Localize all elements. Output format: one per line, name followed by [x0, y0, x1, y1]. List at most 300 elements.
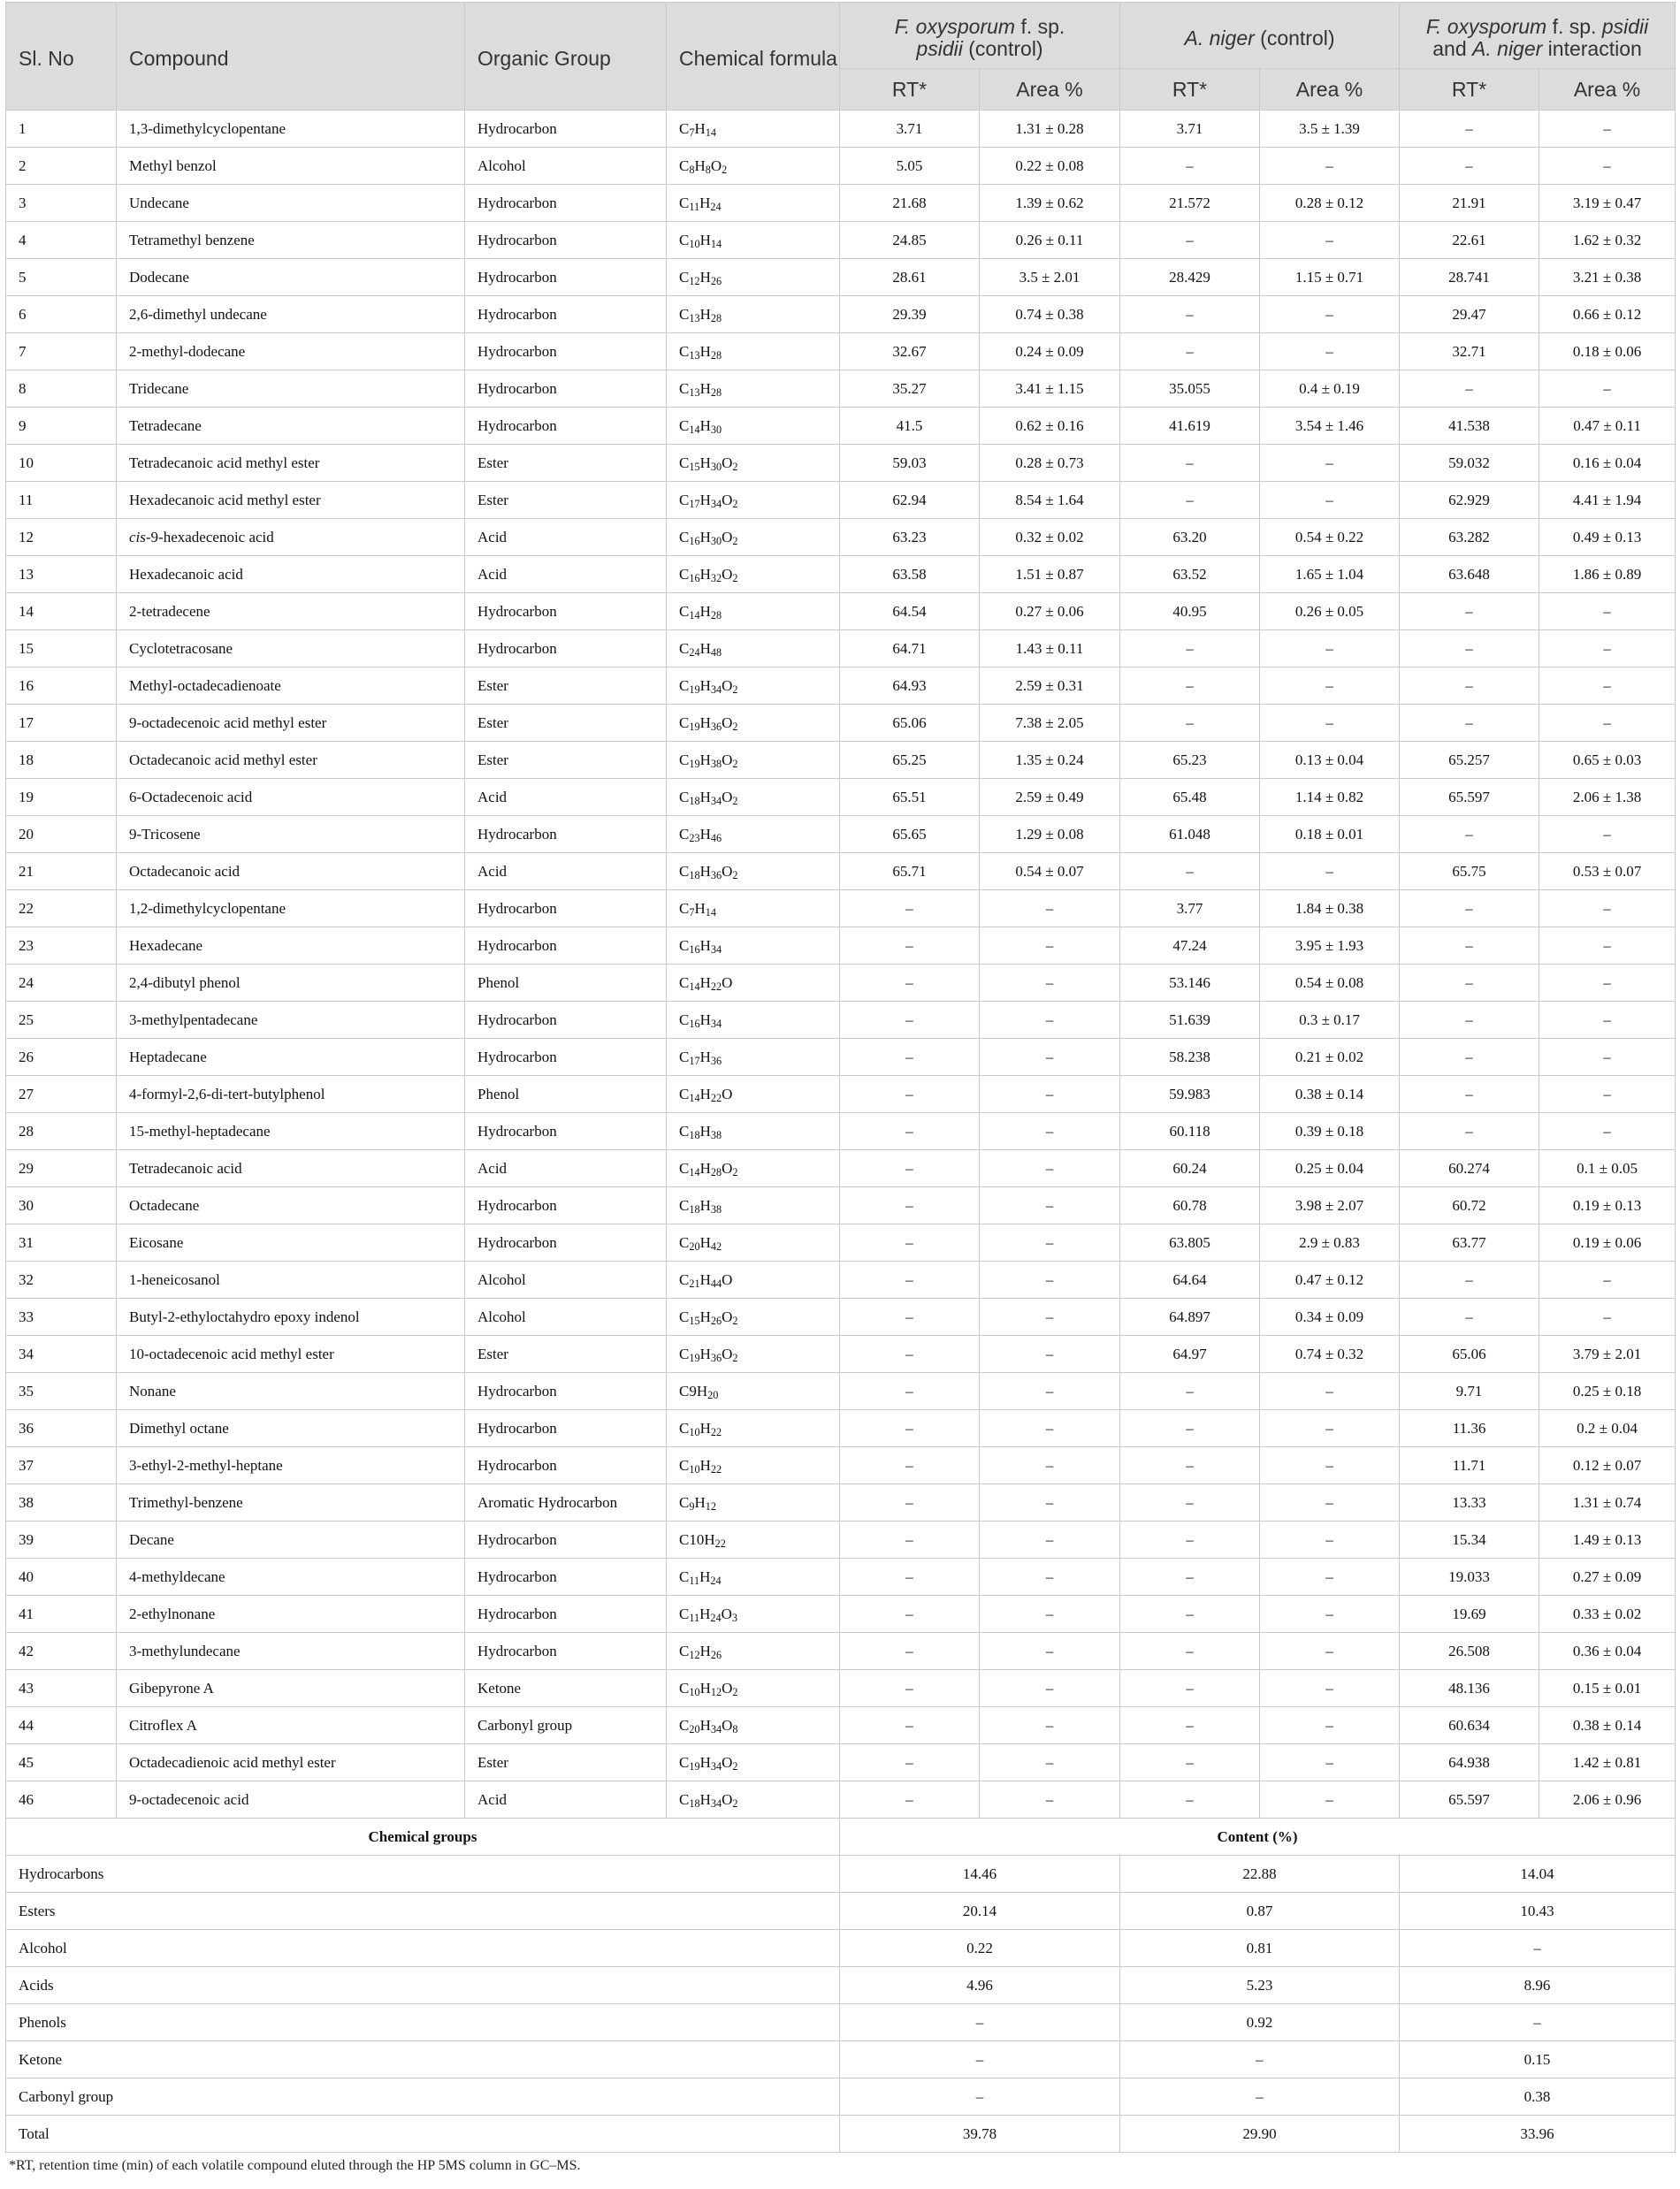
cell-organic-group: Acid — [465, 853, 667, 890]
group-name: Acids — [6, 1967, 840, 2004]
cell-an-rt: – — [1120, 853, 1260, 890]
cell-fo-area: – — [980, 927, 1120, 965]
cell-organic-group: Hydrocarbon — [465, 1559, 667, 1596]
group-row — [6, 2041, 1676, 2078]
cell-organic-group: Hydrocarbon — [465, 333, 667, 370]
group-content: – — [1120, 2041, 1400, 2078]
table-row — [6, 1484, 1676, 1522]
cell-formula: $C_{15}H_{30}O_2$ — [667, 445, 840, 482]
cell-sl-no: 29 — [6, 1150, 117, 1187]
cell-an-area: – — [1260, 1522, 1400, 1559]
cell-formula: $C_{18}H_{34}O_2$ — [667, 1781, 840, 1819]
cell-an-rt: 65.48 — [1120, 779, 1260, 816]
cell-fo-rt: 28.61 — [840, 259, 980, 296]
cell-sl-no: 9 — [6, 408, 117, 445]
cell-fo-rt: – — [840, 1373, 980, 1410]
cell-int-rt: – — [1400, 1113, 1539, 1150]
cell-fo-rt: – — [840, 1002, 980, 1039]
cell-sl-no: 30 — [6, 1187, 117, 1224]
cell-int-area: 2.06 ± 1.38 — [1539, 779, 1676, 816]
compound-rows — [6, 111, 1676, 1819]
table-row — [6, 1781, 1676, 1819]
cell-an-rt: – — [1120, 445, 1260, 482]
cell-compound: 1,2-dimethylcyclopentane — [117, 890, 465, 927]
cell-compound: Hexadecanoic acid — [117, 556, 465, 593]
cell-compound: Tetradecanoic acid — [117, 1150, 465, 1187]
cell-int-rt: 63.282 — [1400, 519, 1539, 556]
table-row — [6, 519, 1676, 556]
cell-fo-area: 3.5 ± 2.01 — [980, 259, 1120, 296]
cell-sl-no: 39 — [6, 1522, 117, 1559]
cell-compound: 6-Octadecenoic acid — [117, 779, 465, 816]
cell-compound: Hexadecanoic acid methyl ester — [117, 482, 465, 519]
table-row — [6, 816, 1676, 853]
cell-int-rt: 63.648 — [1400, 556, 1539, 593]
group-content: – — [840, 2004, 1120, 2041]
cell-formula: $C_7H_{14}$ — [667, 890, 840, 927]
cell-compound: Octadecanoic acid — [117, 853, 465, 890]
cell-int-rt: – — [1400, 927, 1539, 965]
cell-int-area: 3.19 ± 0.47 — [1539, 185, 1676, 222]
cell-an-area: 0.74 ± 0.32 — [1260, 1336, 1400, 1373]
cell-fo-rt: 32.67 — [840, 333, 980, 370]
cell-an-rt: – — [1120, 1373, 1260, 1410]
cell-int-area: – — [1539, 370, 1676, 408]
cell-formula: $C_{14}H_{30}$ — [667, 408, 840, 445]
cell-compound: Octadecane — [117, 1187, 465, 1224]
cell-fo-area: – — [980, 1744, 1120, 1781]
cell-an-rt: – — [1120, 1559, 1260, 1596]
cell-int-area: 0.47 ± 0.11 — [1539, 408, 1676, 445]
cell-fo-rt: 64.93 — [840, 667, 980, 705]
cell-fo-rt: 63.58 — [840, 556, 980, 593]
cell-int-area: 0.16 ± 0.04 — [1539, 445, 1676, 482]
cell-int-rt: – — [1400, 1076, 1539, 1113]
cell-organic-group: Alcohol — [465, 1299, 667, 1336]
cell-fo-rt: 5.05 — [840, 148, 980, 185]
groups-head-left: Chemical groups — [6, 1819, 840, 1856]
cell-an-area: – — [1260, 1707, 1400, 1744]
cell-fo-rt: 63.23 — [840, 519, 980, 556]
cell-fo-area: 0.22 ± 0.08 — [980, 148, 1120, 185]
cell-int-rt: 65.597 — [1400, 1781, 1539, 1819]
cell-formula: $C_{17}H_{34}O_2$ — [667, 482, 840, 519]
cell-an-rt: – — [1120, 630, 1260, 667]
header-group-an-control: A. niger (control) — [1120, 3, 1400, 69]
cell-formula: $C_{16}H_{32}O_2$ — [667, 556, 840, 593]
cell-formula: $C_{15}H_{26}O_2$ — [667, 1299, 840, 1336]
group-content: 5.23 — [1120, 1967, 1400, 2004]
cell-fo-rt: 64.71 — [840, 630, 980, 667]
cell-int-area: 4.41 ± 1.94 — [1539, 482, 1676, 519]
cell-an-area: – — [1260, 630, 1400, 667]
cell-an-area: 0.18 ± 0.01 — [1260, 816, 1400, 853]
cell-organic-group: Acid — [465, 1781, 667, 1819]
cell-formula: $C_{14}H_{28}O_2$ — [667, 1150, 840, 1187]
table-row — [6, 482, 1676, 519]
cell-fo-rt: – — [840, 1522, 980, 1559]
cell-sl-no: 12 — [6, 519, 117, 556]
cell-sl-no: 14 — [6, 593, 117, 630]
cell-int-rt: 32.71 — [1400, 333, 1539, 370]
cell-organic-group: Hydrocarbon — [465, 1113, 667, 1150]
cell-compound: 2,4-dibutyl phenol — [117, 965, 465, 1002]
cell-formula: $C_{21}H_{44}O$ — [667, 1262, 840, 1299]
group-content: 33.96 — [1400, 2116, 1676, 2153]
cell-fo-rt: – — [840, 965, 980, 1002]
cell-fo-area: – — [980, 1522, 1120, 1559]
cell-an-rt: – — [1120, 705, 1260, 742]
table-row — [6, 1076, 1676, 1113]
table-header — [6, 3, 1676, 111]
cell-fo-area: – — [980, 1039, 1120, 1076]
cell-int-area: 0.1 ± 0.05 — [1539, 1150, 1676, 1187]
cell-fo-area: – — [980, 1002, 1120, 1039]
cell-an-area: – — [1260, 222, 1400, 259]
cell-an-rt: 63.20 — [1120, 519, 1260, 556]
cell-int-rt: 65.75 — [1400, 853, 1539, 890]
table-row — [6, 1262, 1676, 1299]
table-row — [6, 1707, 1676, 1744]
cell-an-area: 1.65 ± 1.04 — [1260, 556, 1400, 593]
cell-fo-area: – — [980, 1410, 1120, 1447]
cell-int-rt: – — [1400, 1039, 1539, 1076]
cell-int-rt: – — [1400, 816, 1539, 853]
cell-fo-area: – — [980, 1187, 1120, 1224]
cell-int-area: – — [1539, 927, 1676, 965]
cell-an-rt: 64.897 — [1120, 1299, 1260, 1336]
group-name: Alcohol — [6, 1930, 840, 1967]
table-row — [6, 853, 1676, 890]
cell-formula: $C_{10}H_{22}$ — [667, 1447, 840, 1484]
cell-fo-rt: – — [840, 1150, 980, 1187]
cell-compound: 2,6-dimethyl undecane — [117, 296, 465, 333]
cell-organic-group: Alcohol — [465, 148, 667, 185]
cell-an-rt: – — [1120, 1633, 1260, 1670]
cell-sl-no: 35 — [6, 1373, 117, 1410]
cell-int-area: – — [1539, 965, 1676, 1002]
cell-int-area: – — [1539, 111, 1676, 148]
group-name: Total — [6, 2116, 840, 2153]
cell-int-rt: – — [1400, 593, 1539, 630]
cell-fo-area: 3.41 ± 1.15 — [980, 370, 1120, 408]
table-row — [6, 408, 1676, 445]
cell-an-area: 1.14 ± 0.82 — [1260, 779, 1400, 816]
cell-an-area: – — [1260, 1670, 1400, 1707]
cell-fo-rt: – — [840, 1187, 980, 1224]
cell-compound: Tridecane — [117, 370, 465, 408]
cell-organic-group: Hydrocarbon — [465, 1039, 667, 1076]
table-row — [6, 111, 1676, 148]
cell-int-rt: 63.77 — [1400, 1224, 1539, 1262]
cell-int-area: – — [1539, 1039, 1676, 1076]
cell-organic-group: Hydrocarbon — [465, 259, 667, 296]
header-rt: RT* — [840, 69, 980, 111]
cell-sl-no: 40 — [6, 1559, 117, 1596]
cell-int-area: 0.65 ± 0.03 — [1539, 742, 1676, 779]
cell-sl-no: 25 — [6, 1002, 117, 1039]
cell-int-rt: 28.741 — [1400, 259, 1539, 296]
cell-organic-group: Hydrocarbon — [465, 816, 667, 853]
cell-sl-no: 19 — [6, 779, 117, 816]
cell-int-area: 0.53 ± 0.07 — [1539, 853, 1676, 890]
group-name: Esters — [6, 1893, 840, 1930]
group-row — [6, 1893, 1676, 1930]
cell-int-rt: 41.538 — [1400, 408, 1539, 445]
group-content: – — [840, 2041, 1120, 2078]
table-row — [6, 1410, 1676, 1447]
table-row — [6, 1373, 1676, 1410]
cell-fo-rt: 65.06 — [840, 705, 980, 742]
cell-an-area: – — [1260, 1447, 1400, 1484]
cell-an-rt: – — [1120, 1596, 1260, 1633]
cell-int-rt: – — [1400, 630, 1539, 667]
group-name: Ketone — [6, 2041, 840, 2078]
cell-fo-area: – — [980, 1559, 1120, 1596]
group-content: 0.22 — [840, 1930, 1120, 1967]
cell-sl-no: 42 — [6, 1633, 117, 1670]
header-area: Area % — [980, 69, 1120, 111]
cell-fo-area: – — [980, 1336, 1120, 1373]
cell-int-rt: – — [1400, 1002, 1539, 1039]
group-content: 10.43 — [1400, 1893, 1676, 1930]
group-content: 0.15 — [1400, 2041, 1676, 2078]
cell-an-rt: 51.639 — [1120, 1002, 1260, 1039]
cell-sl-no: 31 — [6, 1224, 117, 1262]
cell-int-area: 0.18 ± 0.06 — [1539, 333, 1676, 370]
cell-organic-group: Ketone — [465, 1670, 667, 1707]
cell-fo-rt: – — [840, 927, 980, 965]
cell-an-area: – — [1260, 1410, 1400, 1447]
table-row — [6, 1559, 1676, 1596]
cell-formula: $C_{19}H_{36}O_2$ — [667, 1336, 840, 1373]
group-content: – — [1120, 2078, 1400, 2116]
cell-formula: $C_{19}H_{34}O_2$ — [667, 667, 840, 705]
cell-fo-rt: – — [840, 1076, 980, 1113]
cell-an-area: 3.98 ± 2.07 — [1260, 1187, 1400, 1224]
cell-sl-no: 7 — [6, 333, 117, 370]
cell-fo-area: 1.31 ± 0.28 — [980, 111, 1120, 148]
cell-compound: Decane — [117, 1522, 465, 1559]
cell-compound: Citroflex A — [117, 1707, 465, 1744]
cell-fo-area: – — [980, 890, 1120, 927]
cell-compound: 1,3-dimethylcyclopentane — [117, 111, 465, 148]
document — [5, 2, 1675, 2174]
cell-int-area: – — [1539, 1076, 1676, 1113]
cell-organic-group: Hydrocarbon — [465, 890, 667, 927]
cell-an-rt: 28.429 — [1120, 259, 1260, 296]
cell-int-area: 0.2 ± 0.04 — [1539, 1410, 1676, 1447]
cell-fo-rt: – — [840, 1113, 980, 1150]
cell-organic-group: Ester — [465, 445, 667, 482]
cell-compound: Nonane — [117, 1373, 465, 1410]
cell-compound: Methyl benzol — [117, 148, 465, 185]
cell-sl-no: 24 — [6, 965, 117, 1002]
cell-an-rt: 63.52 — [1120, 556, 1260, 593]
cell-int-area: 3.21 ± 0.38 — [1539, 259, 1676, 296]
table-row — [6, 1002, 1676, 1039]
cell-formula: $C_8H_8O_2$ — [667, 148, 840, 185]
cell-int-area: – — [1539, 593, 1676, 630]
cell-organic-group: Acid — [465, 556, 667, 593]
cell-formula: $C_{16}H_{30}O_2$ — [667, 519, 840, 556]
cell-an-area: 2.9 ± 0.83 — [1260, 1224, 1400, 1262]
cell-fo-rt: – — [840, 1559, 980, 1596]
cell-int-rt: 11.71 — [1400, 1447, 1539, 1484]
cell-compound: 9-octadecenoic acid methyl ester — [117, 705, 465, 742]
cell-an-area: 0.47 ± 0.12 — [1260, 1262, 1400, 1299]
cell-sl-no: 45 — [6, 1744, 117, 1781]
cell-formula: $C_7H_{14}$ — [667, 111, 840, 148]
group-content: – — [1400, 2004, 1676, 2041]
cell-sl-no: 10 — [6, 445, 117, 482]
cell-an-area: 0.34 ± 0.09 — [1260, 1299, 1400, 1336]
cell-an-area: – — [1260, 333, 1400, 370]
cell-an-rt: 63.805 — [1120, 1224, 1260, 1262]
cell-fo-area: 1.43 ± 0.11 — [980, 630, 1120, 667]
cell-compound: Octadecadienoic acid methyl ester — [117, 1744, 465, 1781]
cell-organic-group: Hydrocarbon — [465, 1373, 667, 1410]
cell-fo-rt: – — [840, 1447, 980, 1484]
group-content: 4.96 — [840, 1967, 1120, 2004]
group-name: Hydrocarbons — [6, 1856, 840, 1893]
cell-fo-rt: 65.51 — [840, 779, 980, 816]
cell-formula: $C9H_{20}$ — [667, 1373, 840, 1410]
cell-int-rt: – — [1400, 965, 1539, 1002]
cell-compound: 1-heneicosanol — [117, 1262, 465, 1299]
cell-formula: $C_{13}H_{28}$ — [667, 370, 840, 408]
cell-organic-group: Acid — [465, 519, 667, 556]
compound-table — [5, 2, 1676, 2153]
cell-an-area: 1.84 ± 0.38 — [1260, 890, 1400, 927]
cell-sl-no: 43 — [6, 1670, 117, 1707]
table-row — [6, 965, 1676, 1002]
cell-int-rt: 21.91 — [1400, 185, 1539, 222]
cell-fo-rt: – — [840, 1781, 980, 1819]
cell-fo-area: 2.59 ± 0.31 — [980, 667, 1120, 705]
cell-compound: 2-methyl-dodecane — [117, 333, 465, 370]
cell-sl-no: 4 — [6, 222, 117, 259]
cell-organic-group: Phenol — [465, 1076, 667, 1113]
cell-organic-group: Hydrocarbon — [465, 593, 667, 630]
header-sl-no: Sl. No — [6, 3, 117, 111]
cell-sl-no: 32 — [6, 1262, 117, 1299]
cell-int-area: – — [1539, 148, 1676, 185]
cell-int-area: – — [1539, 890, 1676, 927]
cell-fo-rt: 65.71 — [840, 853, 980, 890]
cell-int-rt: 26.508 — [1400, 1633, 1539, 1670]
cell-an-rt: 35.055 — [1120, 370, 1260, 408]
cell-int-area: 0.66 ± 0.12 — [1539, 296, 1676, 333]
cell-compound: 2-ethylnonane — [117, 1596, 465, 1633]
table-row — [6, 1670, 1676, 1707]
cell-formula: $C_{10}H_{22}$ — [667, 1410, 840, 1447]
table-row — [6, 1187, 1676, 1224]
cell-an-rt: – — [1120, 333, 1260, 370]
cell-compound: Dimethyl octane — [117, 1410, 465, 1447]
cell-sl-no: 18 — [6, 742, 117, 779]
cell-compound: Trimethyl-benzene — [117, 1484, 465, 1522]
cell-an-rt: 60.24 — [1120, 1150, 1260, 1187]
cell-fo-area: 1.29 ± 0.08 — [980, 816, 1120, 853]
cell-formula: $C_{18}H_{34}O_2$ — [667, 779, 840, 816]
cell-fo-area: 7.38 ± 2.05 — [980, 705, 1120, 742]
cell-organic-group: Ester — [465, 1744, 667, 1781]
cell-an-area: 3.5 ± 1.39 — [1260, 111, 1400, 148]
cell-compound: 3-methylundecane — [117, 1633, 465, 1670]
group-row — [6, 2116, 1676, 2153]
cell-an-area: – — [1260, 853, 1400, 890]
cell-int-area: – — [1539, 1299, 1676, 1336]
cell-int-rt: – — [1400, 667, 1539, 705]
cell-int-area: – — [1539, 705, 1676, 742]
cell-organic-group: Aromatic Hydrocarbon — [465, 1484, 667, 1522]
cell-fo-rt: – — [840, 1670, 980, 1707]
cell-formula: $C_{13}H_{28}$ — [667, 333, 840, 370]
cell-int-area: 1.62 ± 0.32 — [1539, 222, 1676, 259]
cell-an-area: 1.15 ± 0.71 — [1260, 259, 1400, 296]
cell-an-rt: – — [1120, 296, 1260, 333]
cell-formula: $C_{14}H_{28}$ — [667, 593, 840, 630]
cell-fo-area: – — [980, 1633, 1120, 1670]
cell-an-rt: 58.238 — [1120, 1039, 1260, 1076]
cell-formula: $C_{24}H_{48}$ — [667, 630, 840, 667]
cell-fo-rt: – — [840, 1707, 980, 1744]
group-row — [6, 2078, 1676, 2116]
cell-formula: $C_{16}H_{34}$ — [667, 927, 840, 965]
cell-int-rt: 62.929 — [1400, 482, 1539, 519]
cell-an-area: 0.4 ± 0.19 — [1260, 370, 1400, 408]
cell-fo-area: – — [980, 1596, 1120, 1633]
cell-fo-area: – — [980, 1781, 1120, 1819]
cell-organic-group: Hydrocarbon — [465, 630, 667, 667]
table-row — [6, 705, 1676, 742]
cell-an-rt: – — [1120, 1670, 1260, 1707]
group-name: Carbonyl group — [6, 2078, 840, 2116]
cell-organic-group: Hydrocarbon — [465, 1447, 667, 1484]
cell-fo-rt: 21.68 — [840, 185, 980, 222]
table-row — [6, 296, 1676, 333]
cell-an-area: – — [1260, 1373, 1400, 1410]
cell-an-area: – — [1260, 1596, 1400, 1633]
group-content: 0.87 — [1120, 1893, 1400, 1930]
cell-fo-area: – — [980, 1670, 1120, 1707]
cell-formula: $C_{19}H_{34}O_2$ — [667, 1744, 840, 1781]
table-row — [6, 445, 1676, 482]
cell-an-rt: – — [1120, 1744, 1260, 1781]
cell-int-rt: 60.634 — [1400, 1707, 1539, 1744]
cell-formula: $C_{20}H_{34}O_8$ — [667, 1707, 840, 1744]
group-content: 29.90 — [1120, 2116, 1400, 2153]
cell-fo-rt: – — [840, 1224, 980, 1262]
cell-sl-no: 34 — [6, 1336, 117, 1373]
cell-an-rt: 60.118 — [1120, 1113, 1260, 1150]
cell-formula: $C_{19}H_{38}O_2$ — [667, 742, 840, 779]
cell-int-area: 0.19 ± 0.06 — [1539, 1224, 1676, 1262]
cell-int-area: – — [1539, 1262, 1676, 1299]
cell-an-area: 0.25 ± 0.04 — [1260, 1150, 1400, 1187]
cell-an-rt: – — [1120, 1522, 1260, 1559]
cell-formula: $C_{17}H_{36}$ — [667, 1039, 840, 1076]
cell-formula: $C_{14}H_{22}O$ — [667, 965, 840, 1002]
cell-fo-rt: – — [840, 1039, 980, 1076]
cell-compound: Gibepyrone A — [117, 1670, 465, 1707]
cell-organic-group: Hydrocarbon — [465, 296, 667, 333]
table-row — [6, 148, 1676, 185]
cell-fo-rt: 41.5 — [840, 408, 980, 445]
cell-fo-area: 0.28 ± 0.73 — [980, 445, 1120, 482]
chemical-groups-section — [6, 1819, 1676, 2153]
